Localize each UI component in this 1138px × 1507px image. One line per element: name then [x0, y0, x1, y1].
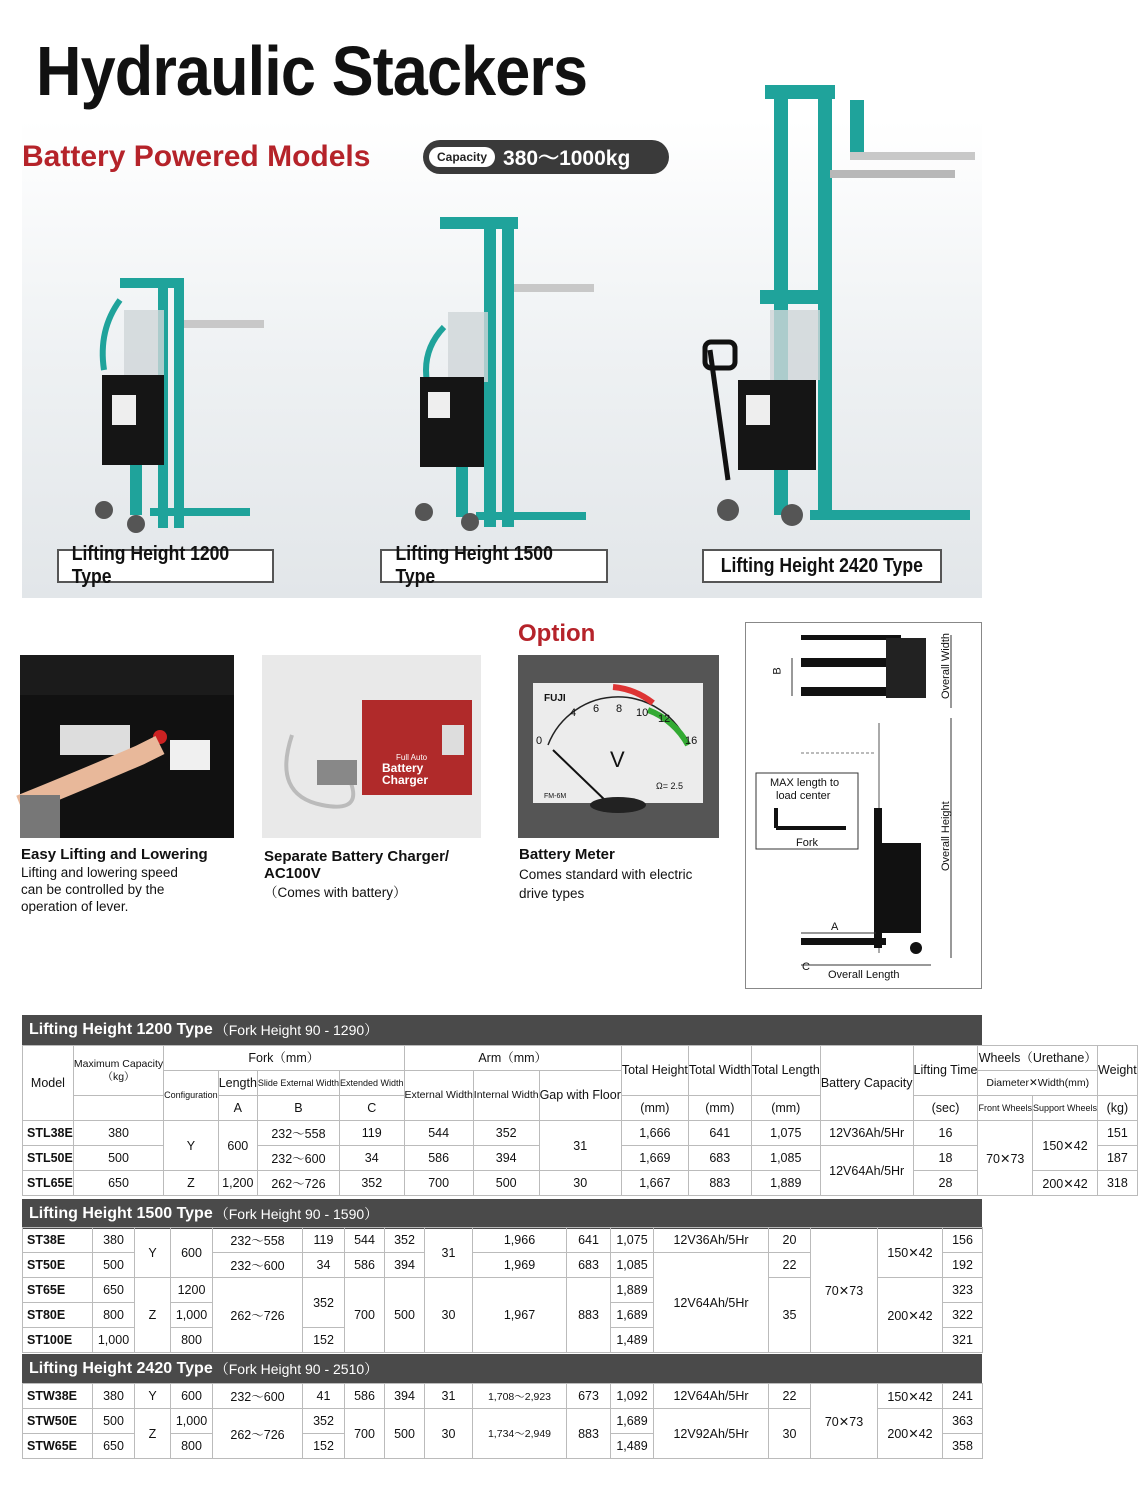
table-cell: 363 [943, 1409, 983, 1434]
header-total-height: Total Height [621, 1046, 688, 1096]
table-cell: 600 [171, 1384, 213, 1409]
diagram-max-length-1: MAX length to [770, 777, 840, 789]
section-1500-title: Lifting Height 1500 Type （Fork Height 90 - 1590） [22, 1199, 982, 1229]
header-total-length: Total Length [751, 1046, 820, 1096]
meter-tick-6: 6 [593, 703, 600, 715]
spec-table-2420 [22, 1383, 983, 1459]
table-cell: 232～558 [213, 1228, 303, 1253]
table-cell: 16 [913, 1121, 978, 1146]
meter-photo [518, 655, 719, 838]
feature-2-title: Separate Battery Charger/ [264, 848, 450, 865]
table-cell: 30 [539, 1171, 621, 1196]
table-cell: 800 [171, 1434, 213, 1459]
header-front: Front Wheels [978, 1096, 1033, 1121]
table-cell: STW38E [23, 1384, 93, 1409]
table-cell: 150✕42 [1033, 1121, 1098, 1171]
table-cell: 1,000 [171, 1409, 213, 1434]
charger-photo [262, 655, 481, 838]
table-cell: 500 [385, 1278, 425, 1353]
table-cell: 1,966 [473, 1228, 567, 1253]
header-gap: Gap with Floor [539, 1071, 621, 1121]
diagram-fork-label: Fork [796, 837, 818, 849]
section-2420-title: Lifting Height 2420 Type （Fork Height 90 - 2510） [22, 1354, 982, 1384]
table-cell: 34 [339, 1146, 404, 1171]
table-cell: 12V64Ah/5Hr [654, 1253, 769, 1353]
table-cell: 1,000 [171, 1303, 213, 1328]
table-cell: 150✕42 [878, 1228, 943, 1278]
table-cell: 12V36Ah/5Hr [654, 1228, 769, 1253]
table-cell: 352 [303, 1278, 345, 1328]
table-cell: 12V64Ah/5Hr [654, 1384, 769, 1409]
section-1200-title: Lifting Height 1200 Type （Fork Height 90 - 1290） [22, 1015, 982, 1045]
table-cell: 262～726 [213, 1409, 303, 1459]
table-cell: 12V36Ah/5Hr [820, 1121, 913, 1146]
table-cell: 544 [345, 1228, 385, 1253]
table-cell: ST38E [23, 1228, 93, 1253]
header-b: B [257, 1096, 339, 1121]
table-cell: 358 [943, 1434, 983, 1459]
table-cell: 394 [385, 1384, 425, 1409]
table-cell: 1,075 [751, 1121, 820, 1146]
table-cell: 20 [769, 1228, 811, 1253]
header-lifting-time: Lifting Time [913, 1046, 978, 1096]
table-cell: 1,708～2,923 [473, 1384, 567, 1409]
table-cell: 1,669 [621, 1146, 688, 1171]
dimension-diagram [745, 622, 982, 989]
table-cell: 200✕42 [878, 1278, 943, 1353]
table-cell: 500 [73, 1146, 163, 1171]
type-label-2420: Lifting Height 2420 Type [702, 549, 942, 583]
table-cell: 380 [73, 1121, 163, 1146]
header-mm-2: (mm) [688, 1096, 751, 1121]
header-slide: Slide External Width [257, 1071, 339, 1096]
table-cell: 31 [539, 1121, 621, 1171]
table-cell: 352 [473, 1121, 539, 1146]
table-cell: 500 [385, 1409, 425, 1459]
header-kg: (kg) [1098, 1096, 1138, 1121]
header-length: Length [218, 1071, 257, 1096]
table-cell: 262～726 [213, 1278, 303, 1353]
header-mm-1: (mm) [621, 1096, 688, 1121]
table-cell: 232～600 [213, 1384, 303, 1409]
table-cell: 322 [943, 1303, 983, 1328]
option-title: Option [518, 620, 596, 647]
table-cell: 70✕73 [811, 1384, 878, 1459]
table-cell: 1,085 [611, 1253, 654, 1278]
table-cell: STL50E [23, 1146, 74, 1171]
table-cell: 380 [93, 1384, 135, 1409]
table-cell: 352 [385, 1228, 425, 1253]
meter-note: Ω= 2.5 [656, 781, 683, 791]
table-cell: 700 [345, 1278, 385, 1353]
table-cell: 394 [385, 1253, 425, 1278]
table-row [23, 1384, 983, 1409]
table-cell: 18 [913, 1146, 978, 1171]
header-model: Model [23, 1046, 74, 1121]
table-cell: 1,689 [611, 1409, 654, 1434]
table-cell: 683 [567, 1253, 611, 1278]
table-cell: 500 [93, 1253, 135, 1278]
table-cell: 1,889 [611, 1278, 654, 1303]
table-row [23, 1171, 1138, 1196]
meter-tick-16: 16 [685, 735, 698, 747]
capacity-value: 380～1000kg [503, 147, 631, 170]
table-cell: 200✕42 [878, 1409, 943, 1459]
stacker-1200-image [90, 270, 270, 545]
table-cell: Y [135, 1384, 171, 1409]
table-cell: STW50E [23, 1409, 93, 1434]
diagram-overall-length-label: Overall Length [828, 969, 900, 981]
meter-brand: FUJI [544, 693, 566, 704]
meter-tick-8: 8 [616, 703, 623, 715]
feature-1-title: Easy Lifting and Lowering [21, 846, 208, 863]
table-cell: Y [135, 1228, 171, 1278]
table-cell: 321 [943, 1328, 983, 1353]
table-cell: 1,967 [473, 1278, 567, 1353]
table-cell: 12V64Ah/5Hr [820, 1146, 913, 1196]
diagram-max-length-2: load center [776, 790, 831, 802]
table-cell: 187 [1098, 1146, 1138, 1171]
table-cell: 800 [93, 1303, 135, 1328]
table-cell: 600 [218, 1121, 257, 1171]
page-subtitle: Battery Powered Models [22, 140, 371, 173]
table-cell: 1,969 [473, 1253, 567, 1278]
charger-text-3: Charger [382, 773, 429, 787]
page-title: Hydraulic Stackers [36, 32, 588, 110]
table-cell: 35 [769, 1278, 811, 1353]
table-cell: 1,075 [611, 1228, 654, 1253]
header-ext-width: External Width [404, 1071, 473, 1121]
table-cell: 673 [567, 1384, 611, 1409]
header-sec: (sec) [913, 1096, 978, 1121]
diagram-a-label: A [831, 921, 839, 933]
table-cell: 650 [73, 1171, 163, 1196]
table-cell: 700 [404, 1171, 473, 1196]
table-cell: 650 [93, 1278, 135, 1303]
spec-table-1200 [22, 1045, 1138, 1196]
table-cell: 151 [1098, 1121, 1138, 1146]
meter-tick-0: 0 [536, 735, 543, 747]
table-cell: 232～558 [257, 1121, 339, 1146]
header-config: Configuration [164, 1071, 219, 1121]
table-row [23, 1121, 1138, 1146]
table-cell: 1,689 [611, 1303, 654, 1328]
table-cell: ST80E [23, 1303, 93, 1328]
charger-text-1: Full Auto [396, 753, 428, 762]
meter-unit: V [610, 747, 625, 772]
table-cell: 31 [425, 1228, 473, 1278]
table-cell: 1,667 [621, 1171, 688, 1196]
table-cell: 241 [943, 1384, 983, 1409]
table-cell: 586 [404, 1146, 473, 1171]
table-cell: 700 [345, 1409, 385, 1459]
table-cell: 30 [769, 1409, 811, 1459]
table-cell: 641 [688, 1121, 751, 1146]
diagram-overall-height-label: Overall Height [940, 801, 952, 871]
feature-2-body-1: （Comes with battery） [264, 885, 407, 900]
table-cell: 883 [567, 1409, 611, 1459]
table-cell: 1,734～2,949 [473, 1409, 567, 1459]
table-cell: 1,489 [611, 1328, 654, 1353]
header-c: C [339, 1096, 404, 1121]
table-cell: 883 [567, 1278, 611, 1353]
table-cell: 1,489 [611, 1434, 654, 1459]
stacker-1500-image [410, 212, 600, 542]
table-row [23, 1228, 983, 1253]
table-cell: 1,666 [621, 1121, 688, 1146]
table-cell: 156 [943, 1228, 983, 1253]
table-cell: 586 [345, 1384, 385, 1409]
table-cell [73, 1096, 163, 1121]
table-cell: 650 [93, 1434, 135, 1459]
header-total-width: Total Width [688, 1046, 751, 1096]
table-cell: STL65E [23, 1171, 74, 1196]
table-cell: 500 [473, 1171, 539, 1196]
table-cell: 1,085 [751, 1146, 820, 1171]
table-cell: STL38E [23, 1121, 74, 1146]
table-cell: 1,092 [611, 1384, 654, 1409]
table-cell: 1,889 [751, 1171, 820, 1196]
type-label-1200: Lifting Height 1200 Type [57, 549, 274, 583]
header-weight: Weight [1098, 1046, 1138, 1096]
meter-tick-4: 4 [570, 707, 577, 719]
table-cell: 28 [913, 1171, 978, 1196]
table-cell: 22 [769, 1384, 811, 1409]
header-a: A [218, 1096, 257, 1121]
meter-tick-10: 10 [636, 707, 649, 719]
table-cell: 31 [425, 1384, 473, 1409]
type-label-1500: Lifting Height 1500 Type [380, 549, 608, 583]
charger-text-2: Battery [382, 761, 424, 775]
header-support: Support Wheels [1033, 1096, 1098, 1121]
meter-model: FM-6M [544, 793, 567, 800]
table-cell: 586 [345, 1253, 385, 1278]
diagram-b-label: B [771, 667, 784, 675]
table-cell: 641 [567, 1228, 611, 1253]
table-cell: 352 [303, 1409, 345, 1434]
table-cell: 262～726 [257, 1171, 339, 1196]
table-cell: 380 [93, 1228, 135, 1253]
table-cell: 500 [93, 1409, 135, 1434]
table-cell: 41 [303, 1384, 345, 1409]
table-cell: 152 [303, 1434, 345, 1459]
table-cell: 1,000 [93, 1328, 135, 1353]
table-cell: 544 [404, 1121, 473, 1146]
meter-tick-12: 12 [658, 713, 671, 725]
table-cell: Z [135, 1278, 171, 1353]
table-cell: 119 [303, 1228, 345, 1253]
table-cell: 1200 [171, 1278, 213, 1303]
diagram-overall-width-label: Overall Width [940, 632, 952, 699]
table-cell: 152 [303, 1328, 345, 1353]
capacity-badge [423, 140, 669, 174]
table-cell: 232～600 [257, 1146, 339, 1171]
table-cell: 1,200 [218, 1171, 257, 1196]
table-cell: 394 [473, 1146, 539, 1171]
table-cell: 318 [1098, 1171, 1138, 1196]
header-dia-width: Diameter✕Width(mm) [978, 1071, 1098, 1096]
table-cell: 12V92Ah/5Hr [654, 1409, 769, 1459]
feature-3-body-1: Comes standard with electric [519, 867, 693, 882]
table-cell: ST50E [23, 1253, 93, 1278]
feature-3-body-2: drive types [519, 886, 585, 901]
header-wheels: Wheels（Urethane） [978, 1046, 1098, 1071]
table-cell: 600 [171, 1228, 213, 1278]
table-cell: 800 [171, 1328, 213, 1353]
table-cell: ST65E [23, 1278, 93, 1303]
table-cell: 119 [339, 1121, 404, 1146]
table-cell: 70✕73 [978, 1121, 1033, 1196]
table-cell: 30 [425, 1409, 473, 1459]
table-cell: 323 [943, 1278, 983, 1303]
diagram-c-label: C [802, 961, 810, 973]
table-cell: 70✕73 [811, 1228, 878, 1353]
table-cell: 883 [688, 1171, 751, 1196]
header-int-width: Internal Width [473, 1071, 539, 1121]
feature-1-body-1: Lifting and lowering speed [21, 865, 178, 880]
feature-2-title-2: AC100V [264, 865, 321, 882]
header-max-capacity: Maximum Capacity （kg） [73, 1046, 163, 1096]
header-fork: Fork（mm） [164, 1046, 404, 1071]
table-cell: 30 [425, 1278, 473, 1353]
table-cell: 683 [688, 1146, 751, 1171]
table-cell: 200✕42 [1033, 1171, 1098, 1196]
table-cell: Z [164, 1171, 219, 1196]
lever-photo [20, 655, 234, 838]
feature-1-body-2: can be controlled by the [21, 882, 165, 897]
header-arm: Arm（mm） [404, 1046, 621, 1071]
table-cell: Y [164, 1121, 219, 1171]
header-mm-3: (mm) [751, 1096, 820, 1121]
table-cell: 22 [769, 1253, 811, 1278]
feature-1-body-3: operation of lever. [21, 899, 129, 914]
table-cell: Z [135, 1409, 171, 1459]
header-battery: Battery Capacity [820, 1046, 913, 1121]
table-cell: 232～600 [213, 1253, 303, 1278]
table-cell: 352 [339, 1171, 404, 1196]
capacity-tag: Capacity [429, 147, 495, 167]
stacker-2420-image [700, 80, 980, 530]
table-cell: 150✕42 [878, 1384, 943, 1409]
feature-3-title: Battery Meter [519, 846, 615, 863]
table-cell: STW65E [23, 1434, 93, 1459]
table-cell: ST100E [23, 1328, 93, 1353]
table-cell: 192 [943, 1253, 983, 1278]
table-cell: 34 [303, 1253, 345, 1278]
header-extended: Extended Width [339, 1071, 404, 1096]
spec-table-1500 [22, 1227, 983, 1353]
